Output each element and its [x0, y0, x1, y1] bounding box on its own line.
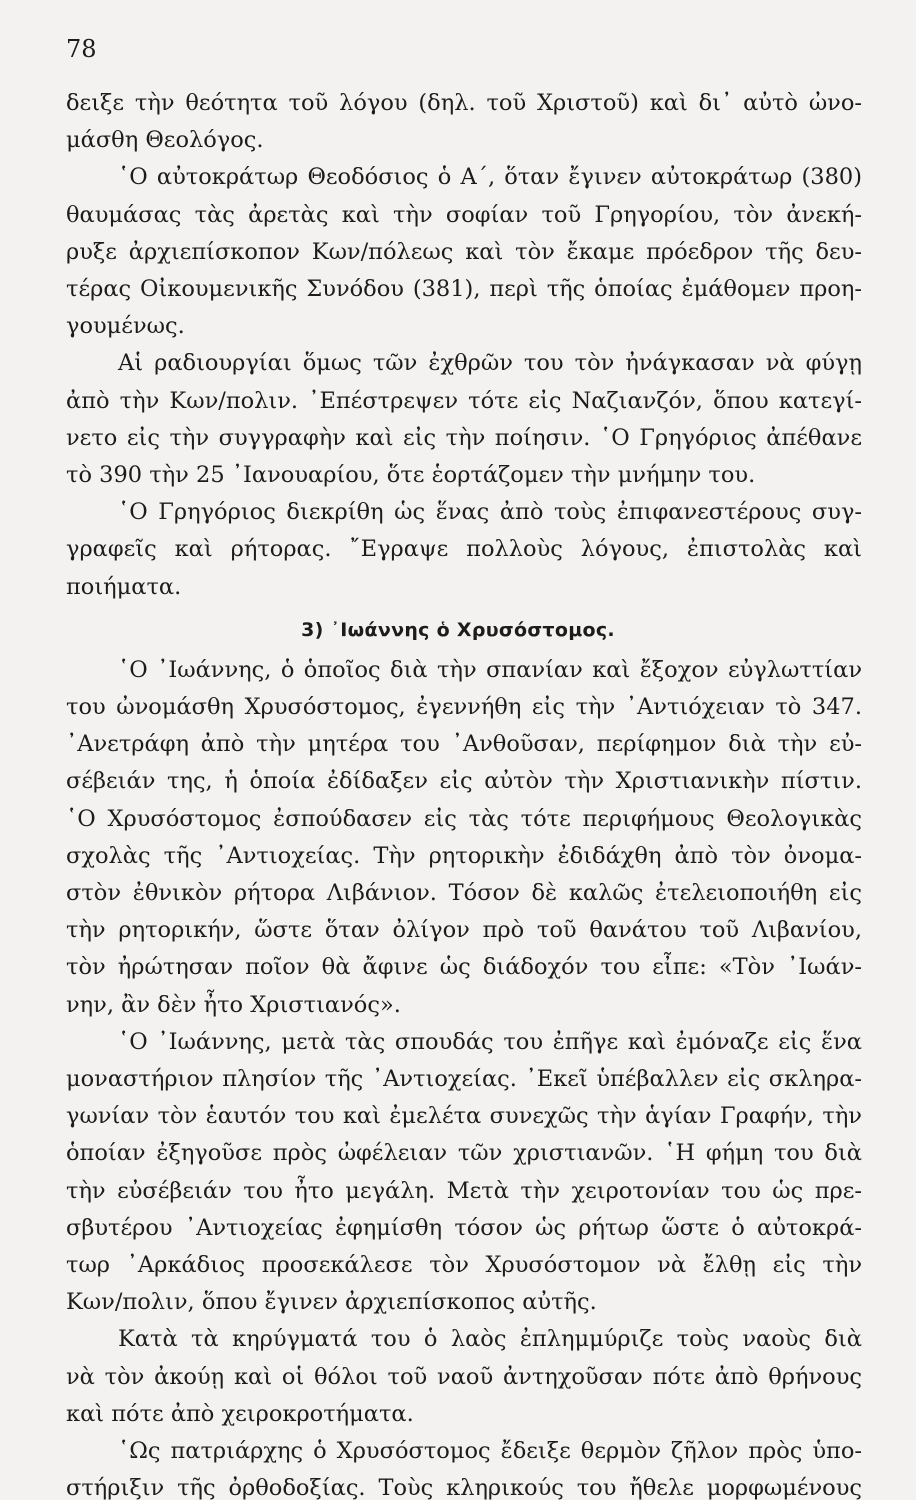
text-line: νετο εἰς τὴν συγγραφὴν καὶ εἰς τὴν ποίησιν. ῾Ο Γρηγόριος ἀπέθανε: [66, 425, 862, 451]
text-line: ῾Ο Χρυσόστομος ἐσπούδασεν εἰς τὰς τότε περιφήμους Θεολογικὰς: [66, 806, 862, 832]
text-line: σέβειάν της, ἡ ὁποία ἐδίδαξεν εἰς αὐτὸν τὴν Χριστιανικὴν πίστιν.: [66, 768, 862, 794]
text-line: ὁποίαν ἐξηγοῦσε πρὸς ὠφέλειαν τῶν χριστιανῶν. ῾Η φήμη του διὰ: [66, 1140, 862, 1166]
text-line: μάσθη Θεολόγος.: [66, 127, 264, 153]
text-line: θαυμάσας τὰς ἀρετὰς καὶ τὴν σοφίαν τοῦ Γρηγορίου, τὸν ἀνεκή-: [66, 202, 862, 228]
text-line: Κατὰ τὰ κηρύγματά του ὁ λαὸς ἐπλημμύριζε τοὺς ναοὺς διὰ: [118, 1326, 862, 1352]
text-line: δειξε τὴν θεότητα τοῦ λόγου (δηλ. τοῦ Χριστοῦ) καὶ δι᾿ αὐτὸ ὠνο-: [66, 90, 862, 116]
text-line: στήριξιν τῆς ὀρθοδοξίας. Τοὺς κληρικούς του ἤθελε μορφωμένους: [66, 1475, 862, 1500]
text-line: ρυξε ἀρχιεπίσκοπον Κων/πόλεως καὶ τὸν ἔκαμε πρόεδρον τῆς δευ-: [66, 239, 862, 265]
text-line: τὸν ἠρώτησαν ποῖον θὰ ἄφινε ὡς διάδοχόν του εἶπε: «Τὸν ᾿Ιωάν-: [66, 954, 862, 980]
text-line: ῾Ο Γρηγόριος διεκρίθη ὡς ἕνας ἀπὸ τοὺς ἐπιφανεστέρους συγ-: [118, 499, 862, 525]
text-line: ἀπὸ τὴν Κων/πολιν. ᾿Επέστρεψεν τότε εἰς Ναζιανζόν, ὅπου κατεγί-: [66, 388, 862, 414]
section-heading: 3) ᾿Ιωάννης ὁ Χρυσόστομος.: [301, 618, 615, 641]
text-line: γουμένως.: [66, 313, 185, 339]
text-line: μοναστήριον πλησίον τῆς ᾿Αντιοχείας. ᾿Εκεῖ ὑπέβαλλεν εἰς σκληρα-: [66, 1066, 862, 1092]
text-line: ῾Ως πατριάρχης ὁ Χρυσόστομος ἔδειξε θερμὸν ζῆλον πρὸς ὑπο-: [118, 1438, 862, 1464]
text-line: τέρας Οἰκουμενικῆς Συνόδου (381), περὶ τῆς ὁποίας ἐμάθομεν προη-: [66, 276, 862, 302]
text-line: γραφεῖς καὶ ρήτορας. ῎Εγραψε πολλοὺς λόγους, ἐπιστολὰς καὶ: [66, 536, 862, 562]
page-number: 78: [66, 35, 97, 63]
text-line: Αἱ ραδιουργίαι ὅμως τῶν ἐχθρῶν του τὸν ἠνάγκασαν νὰ φύγῃ: [118, 350, 862, 376]
text-line: καὶ πότε ἀπὸ χειροκροτήματα.: [66, 1401, 414, 1427]
text-line: ᾿Ανετράφη ἀπὸ τὴν μητέρα του ᾿Ανθοῦσαν, περίφημον διὰ τὴν εὐ-: [66, 731, 862, 757]
text-line: νην, ἂν δὲν ἦτο Χριστιανός».: [66, 992, 401, 1018]
text-line: στὸν ἐθνικὸν ρήτορα Λιβάνιον. Τόσον δὲ καλῶς ἐτελειοποιήθη εἰς: [66, 880, 862, 906]
text-line: τωρ ᾿Αρκάδιος προσεκάλεσε τὸν Χρυσόστομον νὰ ἔλθῃ εἰς τὴν: [66, 1252, 862, 1278]
text-line: ποιήματα.: [66, 574, 182, 600]
text-line: Κων/πολιν, ὅπου ἔγινεν ἀρχιεπίσκοπος αὐτῆς.: [66, 1289, 597, 1315]
text-line: γωνίαν τὸν ἑαυτόν του καὶ ἐμελέτα συνεχῶς τὴν ἁγίαν Γραφήν, τὴν: [66, 1103, 862, 1129]
text-line: σχολὰς τῆς ᾿Αντιοχείας. Τὴν ρητορικὴν ἐδιδάχθη ἀπὸ τὸν ὀνομα-: [66, 843, 862, 869]
text-line: τὸ 390 τὴν 25 ᾿Ιανουαρίου, ὅτε ἑορτάζομεν τὴν μνήμην του.: [66, 462, 756, 488]
text-line: τὴν εὐσέβειάν του ἦτο μεγάλη. Μετὰ τὴν χειροτονίαν του ὡς πρε-: [66, 1178, 862, 1204]
text-line: τὴν ρητορικήν, ὥστε ὅταν ὀλίγον πρὸ τοῦ θανάτου τοῦ Λιβανίου,: [66, 917, 862, 943]
text-line: νὰ τὸν ἀκούῃ καὶ οἱ θόλοι τοῦ ναοῦ ἀντηχοῦσαν πότε ἀπὸ θρήνους: [66, 1364, 862, 1390]
text-line: ῾Ο ᾿Ιωάννης, μετὰ τὰς σπουδάς του ἐπῆγε καὶ ἐμόναζε εἰς ἕνα: [118, 1029, 862, 1055]
text-line: ῾Ο αὐτοκράτωρ Θεοδόσιος ὁ Α΄, ὅταν ἔγινεν αὐτοκράτωρ (380): [118, 164, 862, 190]
text-line: του ὠνομάσθη Χρυσόστομος, ἐγεννήθη εἰς τὴν ᾿Αντιόχειαν τὸ 347.: [66, 694, 862, 720]
text-line: σβυτέρου ᾿Αντιοχείας ἐφημίσθη τόσον ὡς ρήτωρ ὥστε ὁ αὐτοκρά-: [66, 1215, 862, 1241]
text-line: ῾Ο ᾿Ιωάννης, ὁ ὁποῖος διὰ τὴν σπανίαν καὶ ἔξοχον εὐγλωττίαν: [118, 657, 862, 683]
